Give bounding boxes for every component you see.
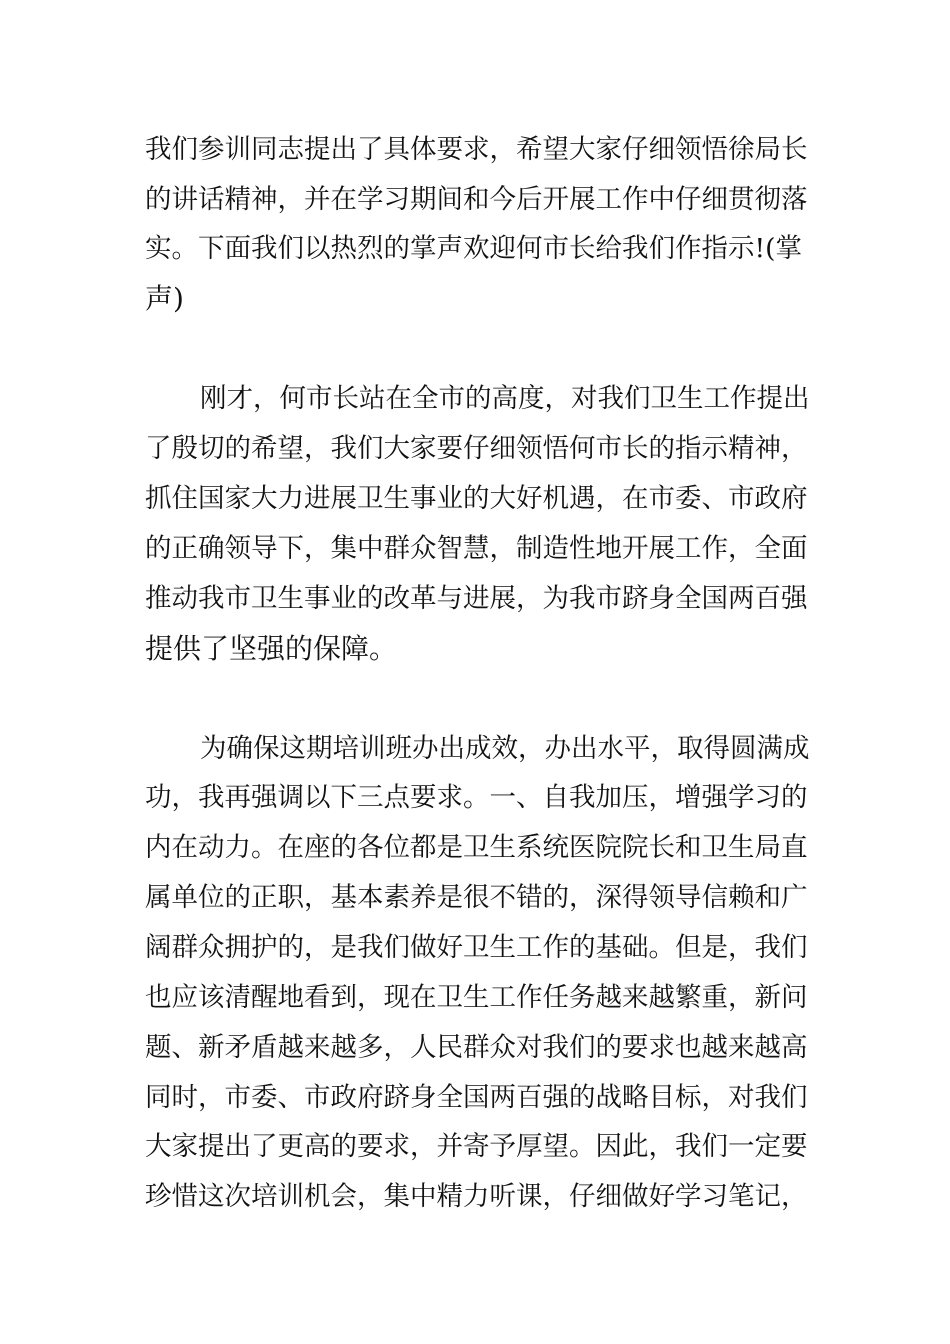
paragraph-3-line-10: 珍惜这次培训机会，集中精力听课，仔细做好学习笔记，: [145, 1181, 808, 1212]
paragraph-1-line-2: 的讲话精神，并在学习期间和今后开展工作中仔细贯彻落: [145, 184, 808, 215]
paragraph-1-line-3: 实。下面我们以热烈的掌声欢迎何市长给我们作指示!(掌: [145, 233, 802, 264]
paragraph-2-line-5: 推动我市卫生事业的改革与进展，为我市跻身全国两百强: [145, 583, 808, 614]
paragraph-1-line-1: 我们参训同志提出了具体要求，希望大家仔细领悟徐局长: [145, 134, 808, 165]
paragraph-3-line-1: 为确保这期培训班办出成效，办出水平，取得圆满成: [200, 733, 810, 764]
paragraph-3-line-7: 题、新矛盾越来越多，人民群众对我们的要求也越来越高: [145, 1032, 808, 1063]
paragraph-3-line-6: 也应该清醒地看到，现在卫生工作任务越来越繁重，新问: [145, 982, 808, 1013]
paragraph-3-line-8: 同时，市委、市政府跻身全国两百强的战略目标，对我们: [145, 1082, 808, 1113]
paragraph-3-line-5: 阔群众拥护的，是我们做好卫生工作的基础。但是，我们: [145, 932, 808, 963]
paragraph-3-line-2: 功，我再强调以下三点要求。一、自我加压，增强学习的: [145, 782, 808, 813]
paragraph-3-line-4: 属单位的正职，基本素养是很不错的，深得领导信赖和广: [145, 882, 808, 913]
paragraph-3-line-9: 大家提出了更高的要求，并寄予厚望。因此，我们一定要: [145, 1131, 808, 1162]
paragraph-2-line-4: 的正确领导下，集中群众智慧，制造性地开展工作，全面: [145, 533, 808, 564]
paragraph-2-line-6: 提供了坚强的保障。: [145, 632, 398, 665]
paragraph-3-line-3: 内在动力。在座的各位都是卫生系统医院院长和卫生局直: [145, 832, 808, 863]
paragraph-2-line-3: 抓住国家大力进展卫生事业的大好机遇，在市委、市政府: [145, 483, 808, 514]
paragraph-1-line-4: 声): [145, 282, 184, 315]
paragraph-2-line-1: 刚才，何市长站在全市的高度，对我们卫生工作提出: [200, 383, 810, 414]
paragraph-2-line-2: 了殷切的希望，我们大家要仔细领悟何市长的指示精神，: [145, 433, 808, 464]
